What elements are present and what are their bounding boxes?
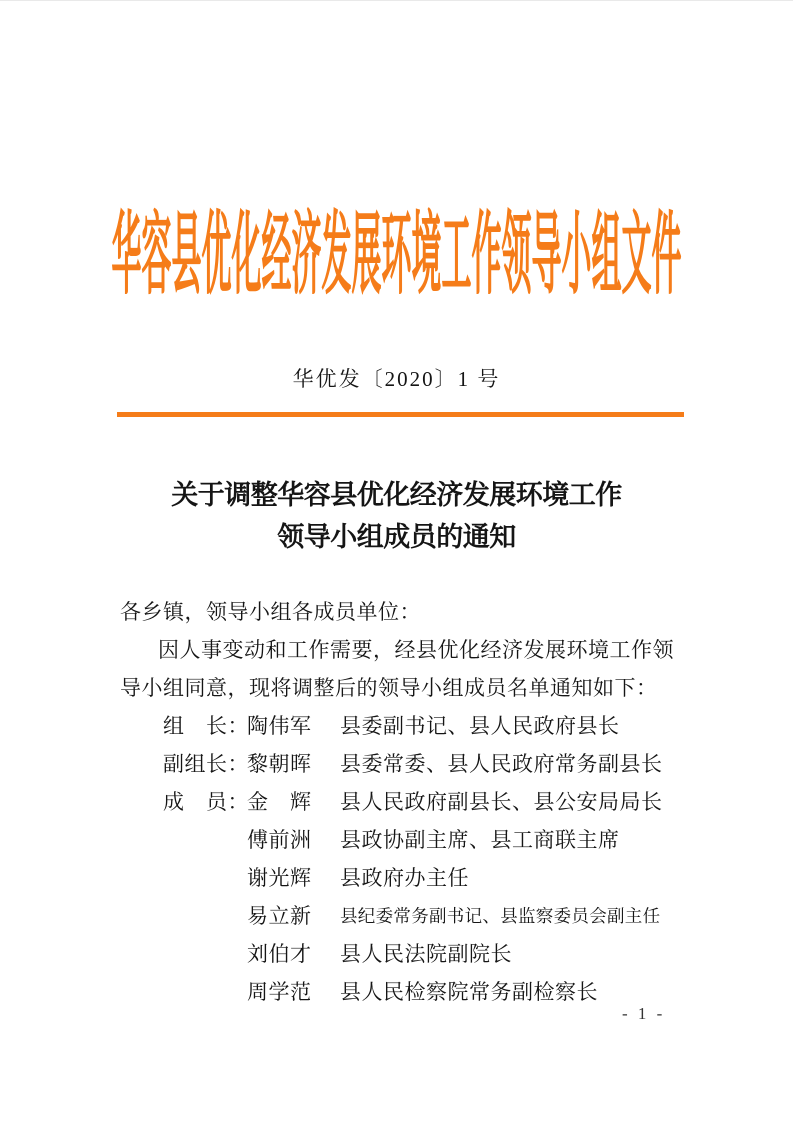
notice-title-line1: 关于调整华容县优化经济发展环境工作 [171,480,622,510]
paragraph-line: 因人事变动和工作需要，经县优化经济发展环境工作领 [158,638,674,662]
member-title: 县政协副主席、县工商联主席 [340,828,620,852]
member-title: 县委常委、县人民政府常务副县长 [340,752,663,776]
role-label [120,935,247,973]
role-label [120,821,247,859]
role-label [120,897,247,935]
member-name: 陶伟军 [247,714,312,738]
member-name: 黎朝晖 [247,752,312,776]
document-body [120,593,680,1011]
role-label: 副组长： [163,752,249,776]
member-name: 金 辉 [247,790,312,814]
roster-row [120,973,680,1011]
member-title: 县人民检察院常务副检察长 [340,980,598,1004]
notice-title-line2: 领导小组成员的通知 [277,522,516,552]
member-name: 谢光辉 [247,866,312,890]
role-label [120,973,247,1011]
roster-row [120,745,680,783]
paragraph-line: 导小组同意，现将调整后的领导小组成员名单通知如下： [120,676,658,700]
member-title: 县人民法院副院长 [340,942,512,966]
red-header-divider [117,412,684,417]
member-title: 县纪委常务副书记、县监察委员会副主任 [340,906,661,926]
member-name: 傅前洲 [247,828,312,852]
red-header-banner: 华容县优化经济发展环境工作领导小组文件 [111,207,682,306]
page-number: - 1 - [622,1004,666,1023]
roster-row [120,897,680,935]
roster-row [120,859,680,897]
member-title: 县政府办主任 [340,866,469,890]
roster-row [120,707,680,745]
role-label: 成 员： [163,790,249,814]
roster-row [120,783,680,821]
role-label [120,859,247,897]
document-number: 华优发〔2020〕1 号 [292,367,501,391]
role-label: 组 长： [163,714,249,738]
roster-row [120,935,680,973]
notice-title [0,474,793,558]
member-name: 易立新 [247,904,312,928]
member-title: 县委副书记、县人民政府县长 [340,714,620,738]
salutation: 各乡镇，领导小组各成员单位： [120,600,421,624]
member-title: 县人民政府副县长、县公安局局长 [340,790,663,814]
member-name: 周学范 [247,980,312,1004]
roster-row [120,821,680,859]
member-name: 刘伯才 [247,942,312,966]
